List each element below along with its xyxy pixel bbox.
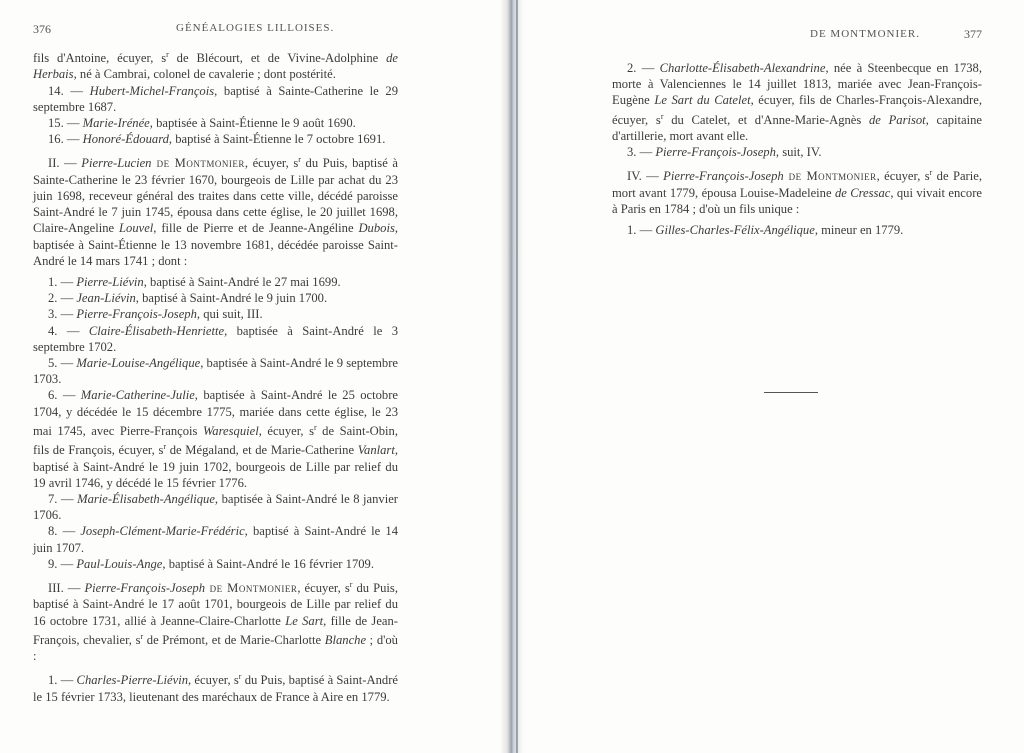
superscript: r xyxy=(163,442,167,452)
text-run: , baptisée à Saint-Étienne le 9 août 1690. xyxy=(149,116,356,130)
italic-name: Pierre-Liévin xyxy=(76,275,144,290)
italic-name: Louvel xyxy=(119,221,154,236)
paragraph xyxy=(33,290,398,306)
paragraph xyxy=(33,491,398,523)
text-run: , baptisé à Saint-André le 27 mai 1699. xyxy=(143,275,341,290)
paragraph xyxy=(33,523,398,555)
text-run: , baptisée à Saint-André le 3 septembre 1702. xyxy=(33,323,398,354)
text-run: , fille de Jean-François, chevalier, s xyxy=(33,613,398,648)
italic-name: Marie-Irénée xyxy=(82,116,150,130)
text-run: , écuyer, s xyxy=(188,673,239,688)
text-run: 3. — xyxy=(48,307,77,322)
text-run: , suit, IV. xyxy=(775,145,822,160)
paragraph xyxy=(33,355,398,387)
paragraph xyxy=(612,222,982,238)
paragraph xyxy=(33,131,398,147)
italic-name: Blanche xyxy=(324,633,367,648)
page-body xyxy=(33,47,398,705)
text-run: de Montmonier xyxy=(205,581,298,596)
text-run: , baptisé à Saint-André le 19 juin 1702, bourgeois de Lille par relief du 19 avril 1746, y décédé le 15 février 1776. xyxy=(33,443,398,490)
italic-name: Pierre-François-Joseph xyxy=(663,169,784,184)
italic-name: de Herbais xyxy=(33,51,398,82)
text-run: , née à Steenbecque en 1738, morte à Valenciennes le 14 juillet 1813, mariée avec Jean-François-Eugène xyxy=(612,61,982,108)
text-run: III. — xyxy=(48,581,85,596)
paragraph xyxy=(33,47,398,83)
paragraph xyxy=(33,387,398,491)
text-run: de Montmonier xyxy=(783,169,877,184)
text-run: , baptisée à Saint-Étienne le 13 novembre 1681, décédée paroisse Saint-André le 14 mars 1741 ; dont : xyxy=(33,221,398,268)
italic-name: Gilles-Charles-Félix-Angélique xyxy=(655,223,815,238)
italic-name: Pierre-François-Joseph xyxy=(655,145,776,160)
paragraph xyxy=(33,323,398,355)
text-run: , écuyer, s xyxy=(258,424,314,439)
text-run: 5. — xyxy=(48,356,77,371)
text-run: II. — xyxy=(48,156,82,171)
italic-name: Waresquiel xyxy=(202,424,259,439)
italic-name: Le Sart du Catelet xyxy=(654,93,751,108)
text-run: de Blécourt, et de Vivine-Adolphine xyxy=(168,51,387,66)
italic-name: Marie-Élisabeth-Angélique xyxy=(77,492,215,507)
text-run: 14. — xyxy=(48,83,90,98)
paragraph xyxy=(33,115,398,131)
superscript: r xyxy=(298,155,301,165)
paragraph xyxy=(33,152,398,269)
text-run: 1. — xyxy=(48,275,77,290)
italic-name: Jean-Liévin xyxy=(76,291,136,306)
italic-name: Vanlart xyxy=(357,443,395,458)
text-run: , baptisée à Saint-André le 25 octobre 1704, y décédée le 15 décembre 1775, mariée dans cette église, le 23 mai 1745, avec Pierre-François xyxy=(33,388,398,439)
text-run: , mineur en 1779. xyxy=(814,223,904,238)
paragraph xyxy=(33,577,398,664)
paragraph xyxy=(33,306,398,322)
text-run: 1. — xyxy=(627,223,656,238)
italic-name: Claire-Élisabeth-Henriette xyxy=(88,323,225,338)
text-run: , écuyer, s xyxy=(297,581,350,596)
italic-name: de Cressac xyxy=(834,185,891,200)
text-run: , baptisé à Sainte-Catherine le 29 septembre 1687. xyxy=(33,83,398,114)
text-run: du Puis, baptisé à Saint-André le 17 août 1701, bourgeois de Lille par relief du 16 octobre 1731, allié à Jeanne-Claire-Charlotte xyxy=(33,581,398,628)
text-run: , écuyer, fils de Charles-François-Alexandre, écuyer, s xyxy=(612,93,982,127)
superscript: r xyxy=(238,672,242,682)
paragraph xyxy=(33,669,398,705)
text-run: 15. — xyxy=(48,116,83,130)
page-number: 376 xyxy=(33,22,51,36)
paragraph xyxy=(612,60,982,144)
left-page xyxy=(0,0,508,753)
text-run: , baptisé à Saint-André le 9 juin 1700. xyxy=(135,291,328,306)
paragraph xyxy=(612,144,982,160)
text-run: 3. — xyxy=(627,145,656,160)
paragraph xyxy=(33,556,398,572)
superscript: r xyxy=(314,422,317,432)
paragraph xyxy=(33,83,398,115)
italic-name: Dubois xyxy=(358,221,395,236)
text-run: 6. — xyxy=(48,388,81,403)
superscript: r xyxy=(929,168,933,178)
text-run: du Catelet, et d'Anne-Marie-Agnès xyxy=(663,112,869,127)
text-run: IV. — xyxy=(627,169,664,184)
running-head: DE MONTMONIER. xyxy=(810,28,920,40)
text-run: 2. — xyxy=(627,61,660,75)
text-run: , qui suit, III. xyxy=(196,307,263,322)
italic-name: Pierre-Lucien xyxy=(81,156,152,171)
text-run: , né à Cambrai, colonel de cavalerie ; dont postérité. xyxy=(73,67,336,82)
text-run: , capitaine d'artillerie, mort avant elle. xyxy=(612,112,982,143)
text-run: , fille de Pierre et de Jeanne-Angéline xyxy=(153,221,359,236)
text-run: ; d'où : xyxy=(33,633,398,664)
text-run: de Prémont, et de Marie-Charlotte xyxy=(143,633,325,648)
italic-name: Marie-Catherine-Julie xyxy=(80,388,195,403)
text-run: , baptisé à Saint-André le 16 février 1709. xyxy=(162,556,374,571)
paragraph xyxy=(33,274,398,290)
italic-name: Pierre-François-Joseph xyxy=(76,307,197,322)
text-run: , baptisée à Saint-André le 8 janvier 1706. xyxy=(33,492,398,523)
text-run: de Mégaland, et de Marie-Catherine xyxy=(166,443,358,458)
text-run: 16. — xyxy=(48,132,83,147)
text-run: du Puis, baptisé à Saint-André le 15 février 1733, lieutenant des maréchaux de France à Aire en 1779. xyxy=(33,673,398,704)
italic-name: Joseph-Clément-Marie-Frédéric xyxy=(80,524,245,539)
text-run: 9. — xyxy=(48,556,77,571)
running-head: GÉNÉALOGIES LILLOISES. xyxy=(176,22,335,34)
text-run: de Montmonier xyxy=(151,156,245,171)
text-run: 7. — xyxy=(48,492,78,507)
superscript: r xyxy=(166,50,169,59)
text-run: , qui vivait encore à Paris en 1784 ; d'où un fils unique : xyxy=(612,185,982,216)
italic-name: de Parisot xyxy=(869,112,926,127)
page-number: 377 xyxy=(964,27,982,41)
italic-name: Paul-Louis-Ange xyxy=(76,556,163,571)
text-run: 1. — xyxy=(48,673,77,688)
text-run: de Saint-Obin, fils de François, écuyer, s xyxy=(33,424,398,458)
italic-name: Charles-Pierre-Liévin xyxy=(76,673,189,688)
page-body xyxy=(612,60,982,238)
italic-name: Hubert-Michel-François xyxy=(89,83,215,98)
italic-name: Charlotte-Élisabeth-Alexandrine xyxy=(659,61,826,75)
text-run: , baptisée à Saint-André le 9 septembre 1703. xyxy=(33,356,398,387)
superscript: r xyxy=(660,111,664,121)
text-run: 8. — xyxy=(48,524,81,539)
text-run: , écuyer, s xyxy=(876,169,930,184)
italic-name: Le Sart xyxy=(285,613,324,628)
text-run: , baptisé à Saint-André le 14 juin 1707. xyxy=(33,524,398,555)
text-run: de Parie, mort avant 1779, épousa Louise-Madeleine xyxy=(612,169,982,200)
text-run: 2. — xyxy=(48,291,77,306)
italic-name: Honoré-Édouard xyxy=(82,132,169,147)
text-run: , baptisé à Saint-Étienne le 7 octobre 1691. xyxy=(168,132,386,147)
text-run: fils d'Antoine, écuyer, s xyxy=(33,51,167,66)
text-run: , écuyer, s xyxy=(244,156,299,171)
paragraph xyxy=(612,165,982,217)
superscript: r xyxy=(349,580,353,590)
text-run: 4. — xyxy=(48,323,89,338)
italic-name: Pierre-François-Joseph xyxy=(84,581,206,596)
right-page xyxy=(512,0,1024,753)
text-run: du Puis, baptisé à Sainte-Catherine le 23 février 1670, bourgeois de Lille par achat du 23 juin 1698, receveur général des traites dans cette ville, décédé paroisse Saint-André le 7 juin 1745, épousa dans cette église, le 20 juillet 1698, Claire-Angeline xyxy=(33,156,398,236)
superscript: r xyxy=(140,631,144,641)
section-end-rule xyxy=(764,392,818,393)
italic-name: Marie-Louise-Angélique xyxy=(76,356,201,371)
